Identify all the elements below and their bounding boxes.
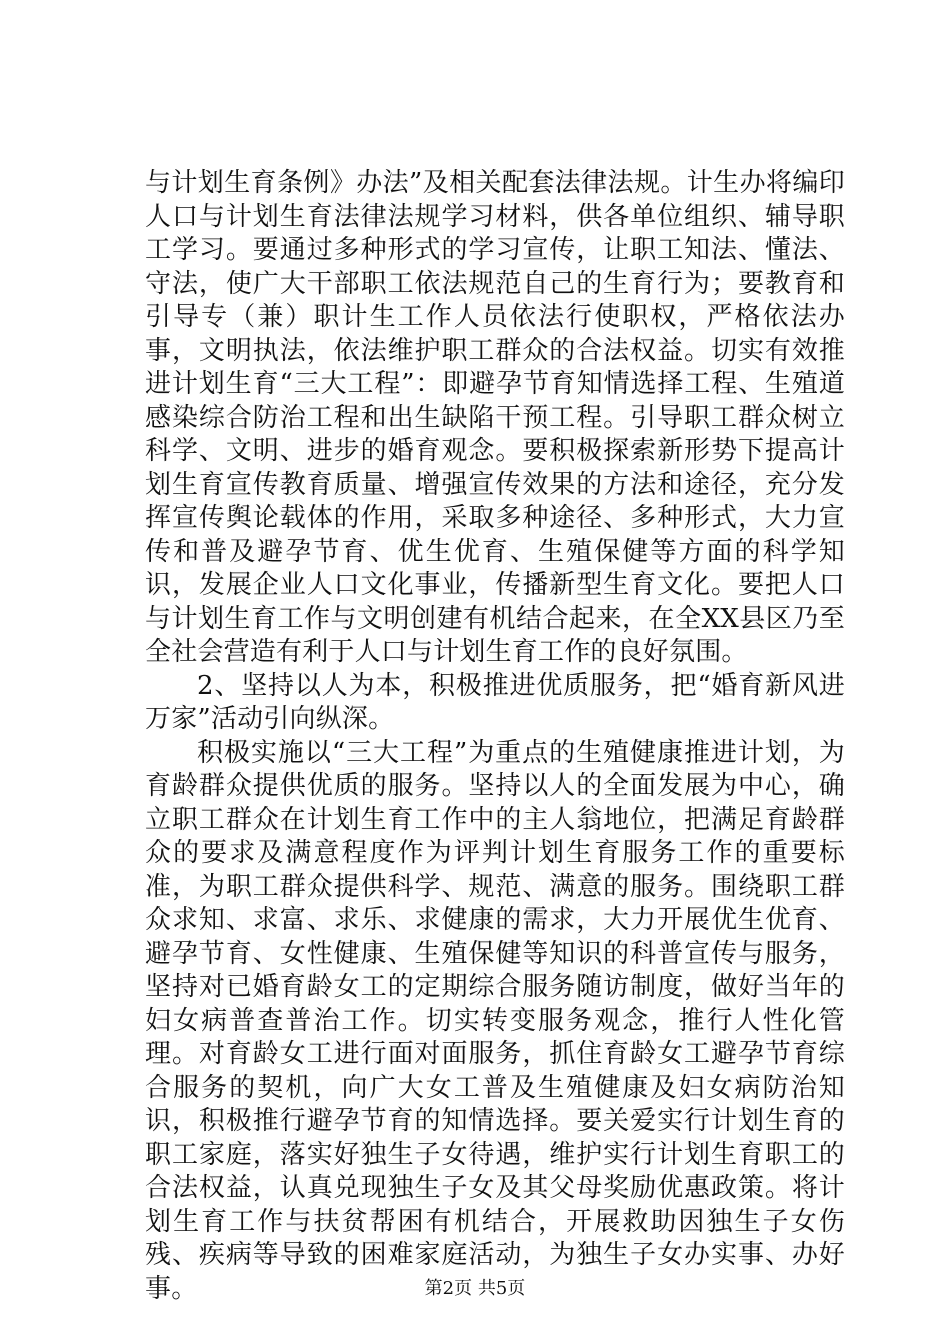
page-footer (0, 1278, 950, 1300)
page-number: 第2页 共5页 (424, 1278, 526, 1299)
section-heading-2: 2、坚持以人为本，积极推进优质服务，把“婚育新风进万家”活动引向纵深。 (145, 670, 845, 734)
paragraph-continuation: 与计划生育条例》办法”及相关配套法律法规。计生办将编印人口与计划生育法律法规学习材料，供各单位组织、辅导职工学习。要通过多种形式的学习宣传，让职工知法、懂法、守法，使广大干部职工依法规范自己的生育行为；要教育和引导专（兼）职计生工作人员依法行使职权，严格依法办事，文明执法，依法维护职工群众的合法权益。切实有效推进计划生育“三大工程”：即避孕节育知情选择工程、生殖道感染综合防治工程和出生缺陷干预工程。引导职工群众树立科学、文明、进步的婚育观念。要积极探索新形势下提高计划生育宣传教育质量、增强宣传效果的方法和途径，充分发挥宣传舆论载体的作用，采取多种途径、多种形式，大力宣传和普及避孕节育、优生优育、生殖保健等方面的科学知识，发展企业人口文化事业，传播新型生育文化。要把人口与计划生育工作与文明创建有机结合起来，在全XX县区乃至全社会营造有利于人口与计划生育工作的良好氛围。 (145, 168, 845, 667)
document-body (145, 167, 845, 1306)
paragraph-service: 积极实施以“三大工程”为重点的生殖健康推进计划，为育龄群众提供优质的服务。坚持以人的全面发展为中心，确立职工群众在计划生育工作中的主人翁地位，把满足育龄群众的要求及满意程度作为评判计划生育服务工作的重要标准，为职工群众提供科学、规范、满意的服务。围绕职工群众求知、求富、求乐、求健康的需求，大力开展优生优育、避孕节育、女性健康、生殖保健等知识的科普宣传与服务，坚持对已婚育龄女工的定期综合服务随访制度，做好当年的妇女病普查普治工作。切实转变服务观念，推行人性化管理。对育龄女工进行面对面服务，抓住育龄女工避孕节育综合服务的契机，向广大女工普及生殖健康及妇女病防治知识，积极推行避孕节育的知情选择。要关爱实行计划生育的职工家庭，落实好独生子女待遇，维护实行计划生育职工的合法权益，认真兑现独生子女及其父母奖励优惠政策。将计划生育工作与扶贫帮困有机结合，开展救助因独生子女伤残、疾病等导致的困难家庭活动，为独生子女办实事、办好事。 (145, 737, 845, 1304)
